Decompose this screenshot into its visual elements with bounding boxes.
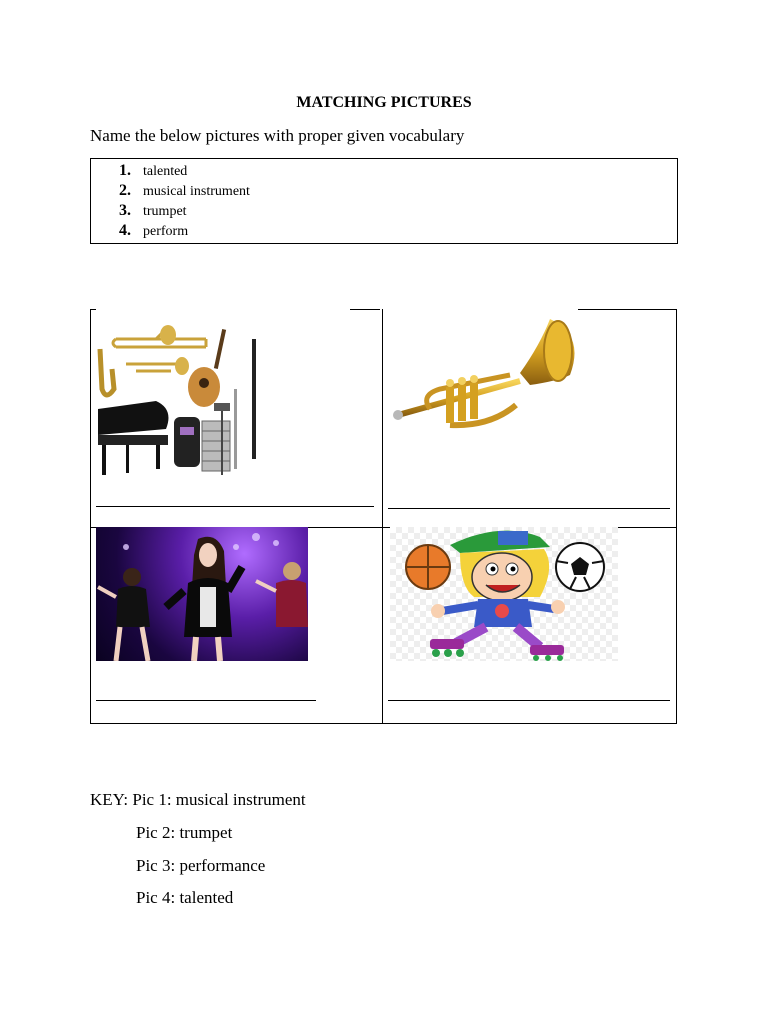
grid-divider-vertical (382, 309, 383, 724)
answer-key-entry: Pic 1: musical instrument (132, 790, 306, 809)
grid-border-top-right (578, 309, 677, 310)
answer-key-line-4: Pic 4: talented (136, 888, 234, 907)
answer-key-line-3: Pic 3: performance (136, 856, 266, 875)
vocab-item-4 (119, 221, 188, 241)
vocab-item-2 (119, 181, 250, 201)
vocab-number: 4. (119, 222, 131, 239)
grid-border-top-mid (350, 309, 380, 310)
grid-divider-horizontal-right (618, 527, 677, 528)
answer-key-label: KEY: (90, 790, 129, 809)
vocab-item-1 (119, 161, 187, 181)
grid-border-right (676, 309, 677, 724)
trumpet-image (390, 315, 580, 435)
vocabulary-box (90, 158, 678, 244)
vocab-item-3 (119, 201, 187, 221)
vocab-word: trumpet (143, 204, 187, 219)
picture-grid (90, 309, 677, 724)
cartoon-talented-kid (390, 527, 618, 661)
answer-line-pic-2[interactable] (388, 508, 670, 509)
vocab-word: perform (143, 224, 189, 239)
grid-border-bottom (90, 723, 677, 724)
vocab-word: talented (143, 164, 188, 179)
musical-instruments-collage (96, 309, 260, 484)
answer-line-pic-1[interactable] (96, 506, 374, 507)
answer-key-line-1 (90, 790, 306, 810)
grid-border-left (90, 309, 91, 724)
answer-line-pic-4[interactable] (388, 700, 670, 701)
instruction-text: Name the below pictures with proper given vocabulary (90, 126, 465, 145)
vocab-number: 1. (119, 162, 131, 179)
page-title: MATCHING PICTURES (296, 94, 472, 111)
answer-key-line-2: Pic 2: trumpet (136, 823, 233, 842)
stage-performance-photo (96, 527, 308, 661)
vocab-number: 3. (119, 202, 131, 219)
answer-line-pic-3[interactable] (96, 700, 316, 701)
vocab-number: 2. (119, 182, 131, 199)
vocab-word: musical instrument (143, 184, 250, 199)
